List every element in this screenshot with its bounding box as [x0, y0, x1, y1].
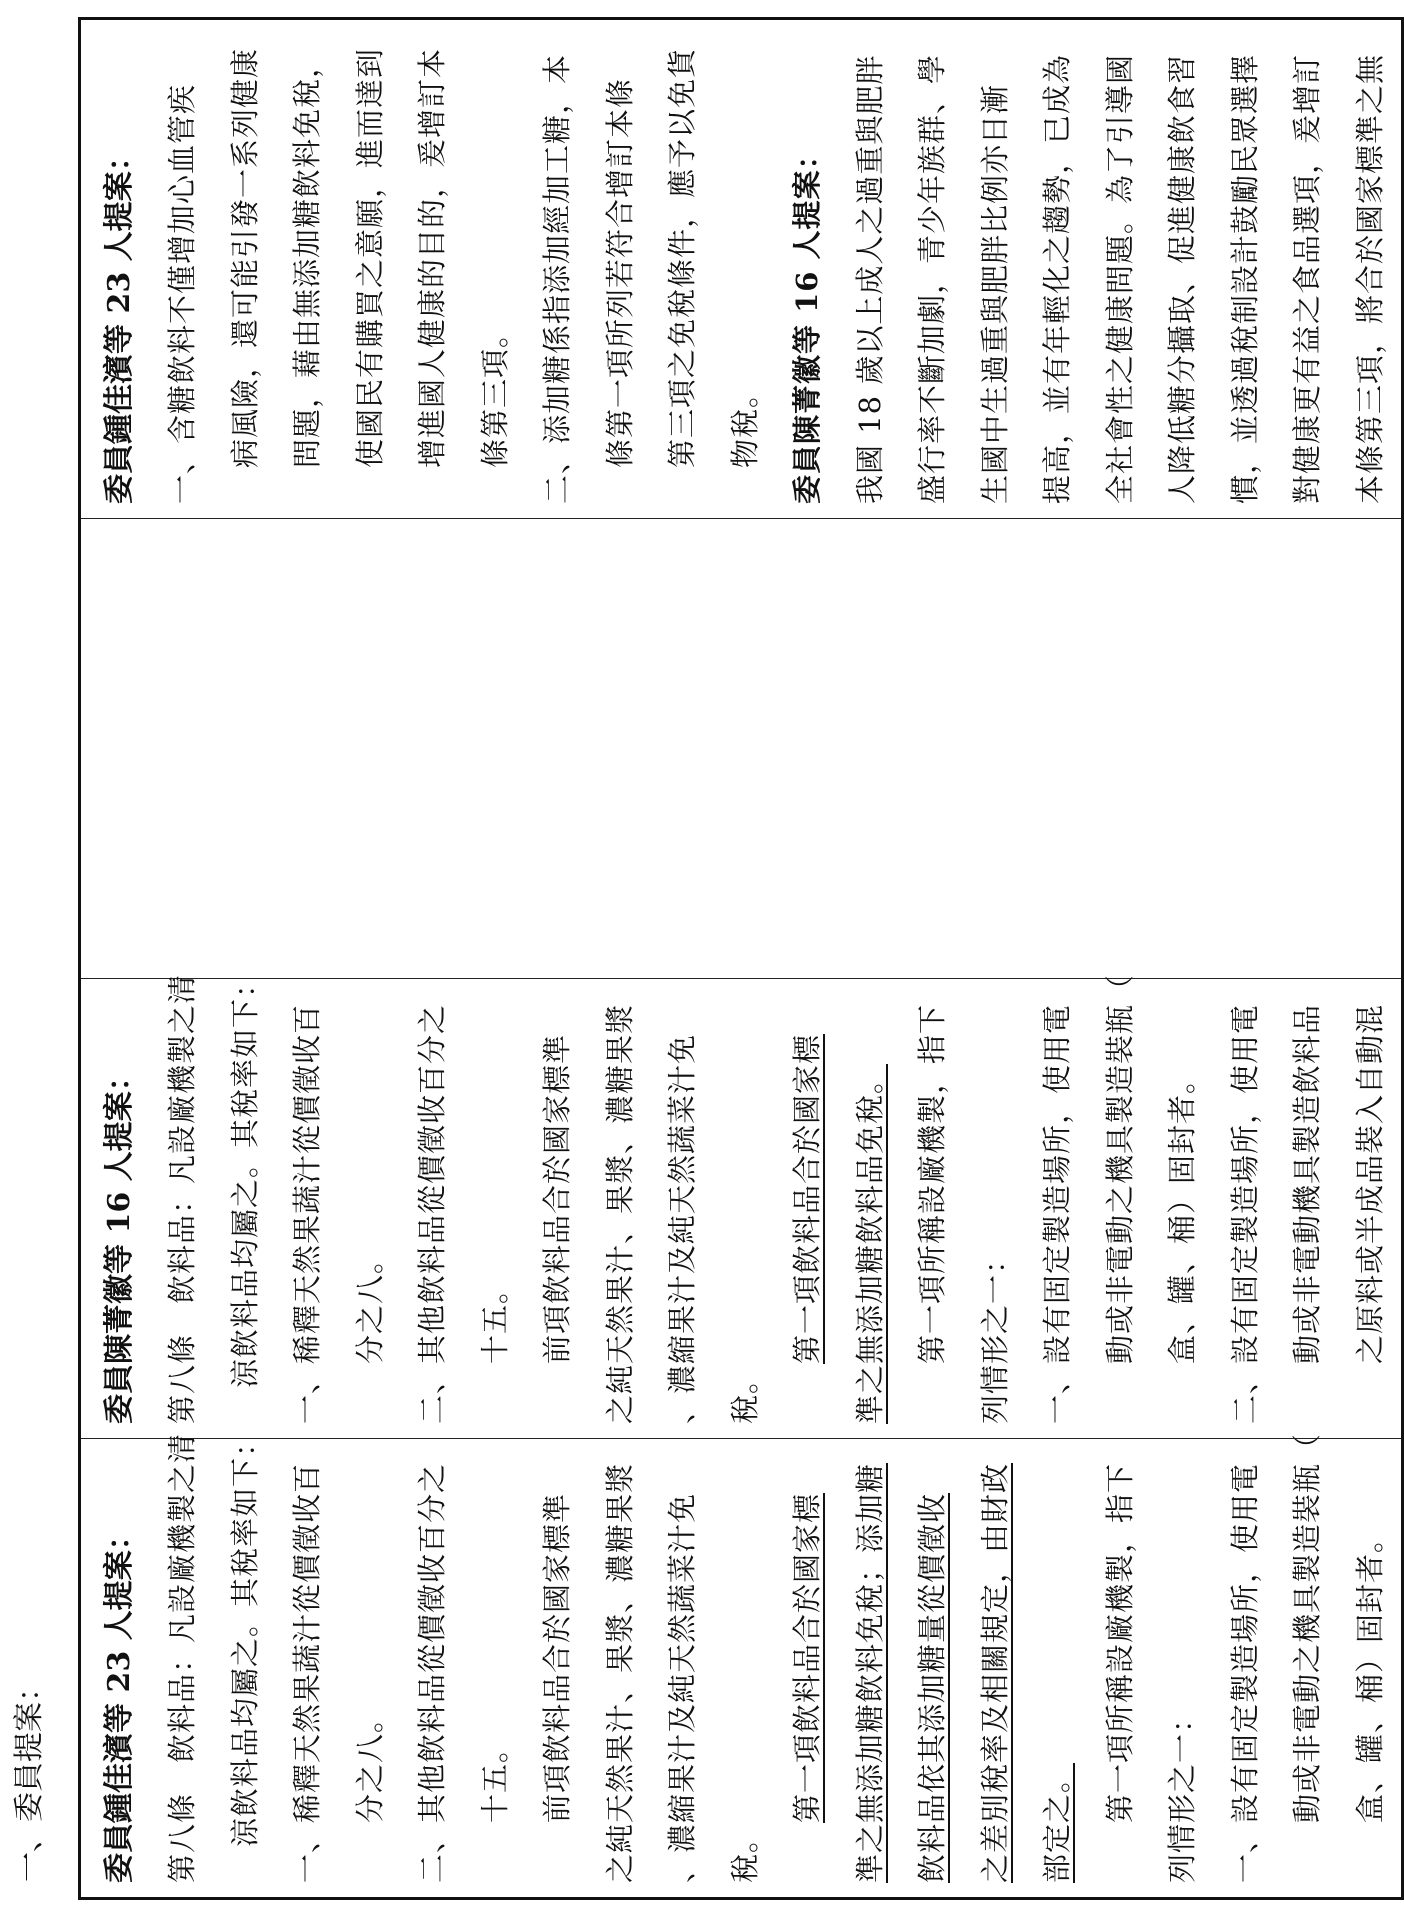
text-line: 前項飲料品合於國家標準: [540, 1492, 574, 1823]
text-line: 問題，藉由無添加糖飲料免稅，: [290, 47, 324, 468]
text-line: 部定之。: [1040, 1762, 1074, 1883]
text-line: 動或非電動之機具製造裝瓶（: [1290, 1432, 1324, 1823]
text-line: 飲料品依其添加糖量從價徵收: [915, 1492, 949, 1883]
column-body: [151, 1426, 1401, 1883]
text-line: 二、添加糖係指添加經加工糖，本: [540, 53, 574, 504]
text-line: 提高，並有年輕化之趨勢，已成為: [1040, 53, 1074, 504]
column-proposal-chen: [80, 967, 1403, 1439]
text-line: 第八條 飲料品：凡設廠機製之清: [165, 973, 199, 1424]
text-line: 一、稀釋天然果蔬汁從價徵收百: [290, 1462, 324, 1883]
text-line: 盛行率不斷加劇，青少年族群、學: [915, 53, 949, 504]
text-line: 盒、罐、桶）固封者。: [1352, 1522, 1387, 1823]
text-line: 、濃縮果汁及純天然蔬菜汁免: [665, 1033, 699, 1424]
text-line: 增進國人健康的目的，爰增訂本: [415, 47, 449, 468]
text-line: 動或非電動機具製造飲料品: [1290, 1003, 1324, 1364]
text-line: 第三項之免稅條件，應予以免貨: [665, 47, 699, 468]
text-line: 條第三項。: [477, 317, 512, 468]
text-line: 第一項所稱設廠機製，指下: [1102, 1462, 1137, 1823]
text-line: 一、設有固定製造場所，使用電: [1040, 1003, 1074, 1424]
text-line: 稅。: [727, 1822, 762, 1883]
text-line: 、濃縮果汁及純天然蔬菜汁免: [665, 1492, 699, 1883]
text-line: 使國民有購買之意願，進而達到: [352, 47, 387, 468]
comparison-table: [78, 17, 1404, 1900]
text-line: 稅。: [727, 1363, 762, 1424]
column-title: 委員陳菁徽等 16 人提案：: [790, 139, 824, 504]
text-line: 生國中生過重與肥胖比例亦日漸: [977, 83, 1012, 504]
column-title: 委員鍾佳濱等 23 人提案：: [102, 141, 137, 504]
text-line: 條第一項所列若符合增訂本條: [602, 77, 637, 468]
text-line: 本條第三項，將合於國家標準之無: [1352, 53, 1387, 504]
column-explanation: [80, 19, 1403, 519]
column-body: [151, 967, 1401, 1424]
text-line: 二、其他飲料品從價徵收百分之: [415, 1462, 449, 1883]
text-line: 慣，並透過稅制設計鼓勵民眾選擇: [1227, 53, 1262, 504]
text-line: 動或非電動之機具製造裝瓶（: [1102, 973, 1137, 1364]
text-line: 盒、罐、桶）固封者。: [1165, 1063, 1199, 1364]
text-line: 物稅。: [727, 377, 762, 468]
text-line: 涼飲料品均屬之。其稅率如下：: [227, 1426, 262, 1847]
section-heading: 一、委員提案：: [12, 1672, 47, 1882]
text-line: 十五。: [477, 1732, 512, 1823]
text-line: 一、稀釋天然果蔬汁從價徵收百: [290, 1003, 324, 1424]
text-line: 我國 18 歲以上成人之過重與肥胖: [852, 54, 887, 504]
text-line: 一、設有固定製造場所，使用電: [1227, 1462, 1262, 1883]
text-line: 十五。: [477, 1273, 512, 1364]
text-line: 對健康更有益之食品選項，爰增訂: [1290, 53, 1324, 504]
text-line: 之差別稅率及相關規定，由財政: [977, 1462, 1012, 1883]
text-line: 二、其他飲料品從價徵收百分之: [415, 1003, 449, 1424]
text-line: 準之無添加糖飲料品免稅。: [852, 1063, 887, 1424]
text-line: 第一項飲料品合於國家標: [790, 1033, 824, 1364]
text-line: 分之八。: [352, 1243, 387, 1364]
text-line: 全社會性之健康問題。為了引導國: [1102, 53, 1137, 504]
column-body: [151, 34, 1401, 504]
column-current-law: [80, 519, 1403, 979]
column-title: 委員鍾佳濱等 23 人提案：: [102, 1520, 137, 1883]
text-line: 第一項所稱設廠機製，指下: [915, 1003, 949, 1364]
text-line: 一、含糖飲料不僅增加心血管疾: [165, 83, 199, 504]
text-line: 前項飲料品合於國家標準: [540, 1033, 574, 1364]
text-line: 人降低糖分攝取、促進健康飲食習: [1165, 53, 1199, 504]
text-line: 第一項飲料品合於國家標: [790, 1492, 824, 1823]
column-title: 委員陳菁徽等 16 人提案：: [102, 1061, 137, 1424]
text-line: 病風險，還可能引發一系列健康: [227, 47, 262, 468]
text-line: 第八條 飲料品：凡設廠機製之清: [165, 1432, 199, 1883]
text-line: 二、設有固定製造場所，使用電: [1227, 1003, 1262, 1424]
text-line: 之純天然果汁、果漿、濃糖果漿: [602, 1462, 637, 1883]
text-line: 準之無添加糖飲料免稅；添加糖: [852, 1462, 887, 1883]
text-line: 之純天然果汁、果漿、濃糖果漿: [602, 1003, 637, 1424]
text-line: 列情形之一：: [977, 1243, 1012, 1424]
text-line: 之原料或半成品裝入自動混: [1352, 1003, 1387, 1364]
column-proposal-chung: [80, 1426, 1403, 1899]
text-line: 涼飲料品均屬之。其稅率如下：: [227, 967, 262, 1388]
text-line: 列情形之一：: [1165, 1702, 1199, 1883]
text-line: 分之八。: [352, 1702, 387, 1823]
